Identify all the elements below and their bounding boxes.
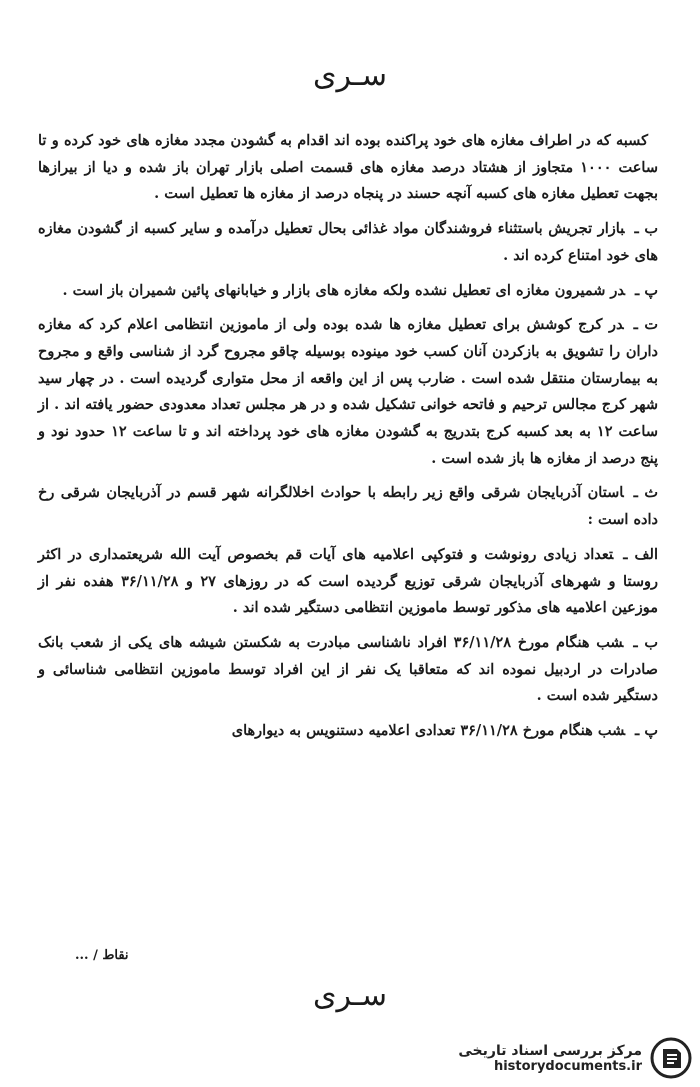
paragraph-5 <box>38 480 658 533</box>
watermark-title: مرکز بررسی اسناد تاریخی <box>458 1042 642 1059</box>
watermark-url: historydocuments.ir <box>493 1058 642 1074</box>
paragraph-text: استان آذربایجان شرقی واقع زیر رابطه با حوادث اخلالگرانه شهر قسم در آذربایجان شرقی رخ داده است : <box>38 484 658 529</box>
paragraph-text: بازار تجریش باستثناء فروشندگان مواد غذائی بحال تعطیل درآمده و سایر کسبه از گشودن مغازه های خود امتناع کرده اند . <box>38 220 658 264</box>
paragraph-4 <box>38 312 658 472</box>
paragraph-6 <box>38 542 658 622</box>
watermark-text <box>458 1043 642 1074</box>
paragraph-label: پ ـ <box>635 281 658 299</box>
paragraph-text: شب هنگام مورخ ۳۶/۱۱/۲۸ تعدادی اعلامیه دستنویس به دیوارهای <box>231 722 626 740</box>
paragraph-text: شب هنگام مورخ ۳۶/۱۱/۲۸ افراد ناشناسی مبادرت به شکستن شیشه های یکی از شعب بانک صادرات در اردبیل نموده اند که متعاقبا یک نفر از این افراد توسط ماموزین انتظامی شناسائی و دستگیر شده است . <box>38 633 658 705</box>
paragraph-3 <box>38 278 658 305</box>
paragraph-label: ت ـ <box>633 316 658 334</box>
paragraph-8 <box>38 718 658 745</box>
paragraph-text: کسبه که در اطراف مغازه های خود پراکنده بوده اند اقدام به گشودن مجدد مغازه های خود کرده و تا ساعت ۱۰۰۰ متجاوز از هشتاد درصد مغازه های قسمت اصلی بازار تهران باز شده و دیا از بیرازها بجهت تعطیل مغازه های کسبه آنچه حسند در پنجاه درصد از مغازه ها تعطیل است . <box>38 132 658 203</box>
paragraph-label: پ ـ <box>635 722 658 740</box>
paragraph-text: در کرج کوشش برای تعطیل مغازه ها شده بوده ولی از ماموزین انتظامی اعلام کرد که مغازه داران را تشویق به بازکردن آنان کسب خود مینوده بوسیله چاقو مجروح گرد از شناسی واقع و مجروح به بیمارستان منتقل شده است . ضارب پس از این واقعه از محل متواری گردیده است . در چهار سید شهر کرج مجالس ترحیم و فاتحه خوانی تشکیل شده و در هر مجلس تعداد معدودی حضور یافته اند . از ساعت ۱۲ به بعد کسبه کرج بتدریج به گشودن مغازه های خود پرداخته اند و تا ساعت ۱۲ حدود نود و پنج درصد از مغازه ها باز شده است . <box>38 316 658 467</box>
paragraph-label: الف ـ <box>623 545 658 563</box>
classification-header: سـری <box>313 58 387 93</box>
document-seal-icon <box>650 1037 692 1079</box>
paragraph-label: ب ـ <box>634 220 658 238</box>
paragraph-label: ب ـ <box>633 633 658 651</box>
paragraph-text: تعداد زیادی رونوشت و فتوکپی اعلامیه های آیات قم بخصوص آیت الله شریعتمداری در اکثر روستا و شهرهای آذربایجان شرقی توزیع گردیده است که در روزهای ۲۷ و ۳۶/۱۱/۲۸ هفده نفر از موزعین اعلامیه های مذکور توسط ماموزین انتظامی دستگیر شده اند . <box>38 545 658 617</box>
paragraph-text: در شمیرون مغازه ای تعطیل نشده ولکه مغازه های بازار و خیابانهای پائین شمیران باز است . <box>62 281 626 299</box>
continuation-marker: نقاط / ... <box>75 948 129 963</box>
paragraph-2 <box>38 216 658 269</box>
classification-footer: سـری <box>313 978 387 1013</box>
paragraph-label: ث ـ <box>633 484 658 502</box>
archive-watermark <box>458 1037 692 1079</box>
document-body <box>38 128 658 753</box>
paragraph-1 <box>38 128 658 208</box>
paragraph-7 <box>38 630 658 710</box>
